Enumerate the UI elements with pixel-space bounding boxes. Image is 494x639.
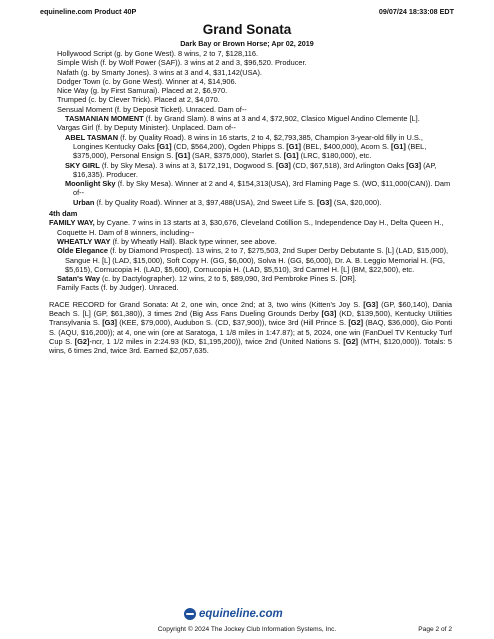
produce-line: Hollywood Script (g. by Gone West). 8 wins, 2 to 7, $128,116. bbox=[57, 49, 259, 58]
produce-line: Vargas Girl (f. by Deputy Minister). Unplaced. Dam of-- bbox=[57, 123, 236, 133]
globe-icon bbox=[184, 608, 196, 620]
dam-heading: 4th dam bbox=[49, 209, 78, 219]
pedigree-content bbox=[49, 49, 452, 356]
produce-line: WHEATLY WAY (f. by Wheatly Hall). Black type winner, see above. bbox=[57, 236, 277, 246]
produce-line: Dodger Town (c. by Gone West). Winner at 4, $14,906. bbox=[57, 76, 237, 86]
horse-name: TASMANIAN MOMENT bbox=[65, 114, 144, 124]
page-number: Page 2 of 2 bbox=[418, 626, 452, 633]
produce-line: Sensual Moment (f. by Deposit Ticket). Unraced. Dam of-- bbox=[57, 104, 247, 114]
produce-line: Satan's Way (c. by Dactylographer). 12 wins, 2 to 5, $89,090, 3rd Pembroke Pines S. [OR]. bbox=[57, 274, 357, 284]
produce-line: Moonlight Sky (f. by Sky Mesa). Winner at 2 and 4, $154,313(USA), 3rd Flaming Page S. (WO, $11,000(CAN)). Dam of-- bbox=[65, 179, 451, 198]
horse-description: Dark Bay or Brown Horse; Apr 02, 2019 bbox=[180, 39, 314, 48]
equineline-logo bbox=[184, 607, 314, 621]
horse-name: ABEL TASMAN bbox=[65, 132, 119, 142]
horse-name-title: Grand Sonata bbox=[202, 22, 292, 37]
produce-line: Nafath (g. by Smarty Jones). 3 wins at 3 and 4, $31,142(USA). bbox=[57, 67, 262, 77]
print-timestamp: 09/07/24 18:33:08 EDT bbox=[378, 7, 454, 16]
horse-name: Urban bbox=[73, 197, 95, 207]
logo-text: equineline.com bbox=[199, 608, 283, 620]
horse-name: Moonlight Sky bbox=[65, 179, 116, 189]
produce-line: Olde Elegance (f. by Diamond Prospect). 13 wins, 2 to 7, $275,503, 2nd Super Derby Debutante S. [L] (LAD, $15,000), Sangue H. [L] (LAD, $15,000), Soft Copy H. (GG, $6,000), Solva H. (GG, $6,000), Dr. A. B. Leggio Memorial H. (FG, $5,615), Cornucopia H. (LAD, $5,600), Cornucopia H. (LAD, $5,510), 3rd Carmel H. [L] (BM, $22,500), etc. bbox=[57, 246, 449, 274]
product-label: equineline.com Product 40P bbox=[40, 7, 137, 16]
copyright: Copyright © 2024 The Jockey Club Information Systems, Inc. bbox=[157, 626, 337, 633]
produce-line: Nice Way (g. by First Samurai). Placed at 2, $6,970. bbox=[57, 86, 228, 96]
horse-name: Olde Elegance bbox=[57, 246, 108, 256]
horse-name: WHEATLY WAY bbox=[57, 236, 111, 246]
produce-line: ABEL TASMAN (f. by Quality Road). 8 wins in 16 starts, 2 to 4, $2,793,385, Champion 3-year-old filly in U.S., Longines Kentucky Oaks [G1] (CD, $564,200), Ogden Phipps S. [G1] (BEL, $400,000), Acorn S. [G1] (BEL, $375,000), Personal Ensign S. [G1] (SAR, $375,000), Starlet S. [G1] (LRC, $180,000), etc. bbox=[65, 132, 427, 161]
produce-line: SKY GIRL (f. by Sky Mesa). 3 wins at 3, $172,191, Dogwood S. [G3] (CD, $67,518), 3rd Arlington Oaks [G3] (AP, $16,335). Producer. bbox=[65, 160, 437, 179]
horse-name: SKY GIRL bbox=[65, 160, 100, 170]
produce-line: Trumped (c. by Clever Trick). Placed at 2, $4,070. bbox=[57, 95, 220, 105]
produce-line: Urban (f. by Quality Road). Winner at 3, $97,488(USA), 2nd Sweet Life S. [G3] (SA, $20,000). bbox=[73, 197, 382, 207]
horse-name: FAMILY WAY, bbox=[49, 218, 95, 228]
produce-line: Simple Wish (f. by Wolf Power (SAF)). 3 wins at 2 and 3, $96,520. Producer. bbox=[57, 58, 307, 68]
dam-line: FAMILY WAY, by Cyane. 7 wins in 13 starts at 3, $30,676, Cleveland Cotillion S., Independence Day H., Delta Queen H., Coquette H. Dam of 8 winners, including-- bbox=[49, 218, 444, 237]
produce-line: Family Facts (f. by Judger). Unraced. bbox=[57, 283, 179, 293]
horse-name: Satan's Way bbox=[57, 274, 100, 284]
race-record: RACE RECORD for Grand Sonata: At 2, one win, once 2nd; at 3, two wins (Kitten's Joy S. [G3] (GP, $60,140), Dania Beach S. [L] (GP, $61,380)), 3 times 2nd (Big Ass Fans Dueling Grounds Derby [G3] (KD, $139,500), Kentucky Utilities Transylvania S. [G3] (KEE, $79,000), Audubon S. (CD, $37,900)), twice 3rd (Hill Prince S. [G2] (BAQ, $36,000), Gio Ponti S. (AQU, $16,200)); at 4, one win (ore at Saratoga, 1 1/8 miles in 1:47.87); at 5, 2024, one win (FanDuel TV Kentucky Turf Cup S. [G2]-ncr, 1 1/2 miles in 2:24.93 (KD, $1,195,200)), twice 2nd (United Nations S. [G2] (MTH, $120,000)). Totals: 5 wins, 6 times 2nd, twice 3rd. Earned $2,057,635. bbox=[49, 299, 453, 356]
produce-line: TASMANIAN MOMENT (f. by Grand Slam). 8 wins at 3 and 4, $72,902, Clasico Miguel Andino Clemente [L]. bbox=[65, 114, 420, 124]
